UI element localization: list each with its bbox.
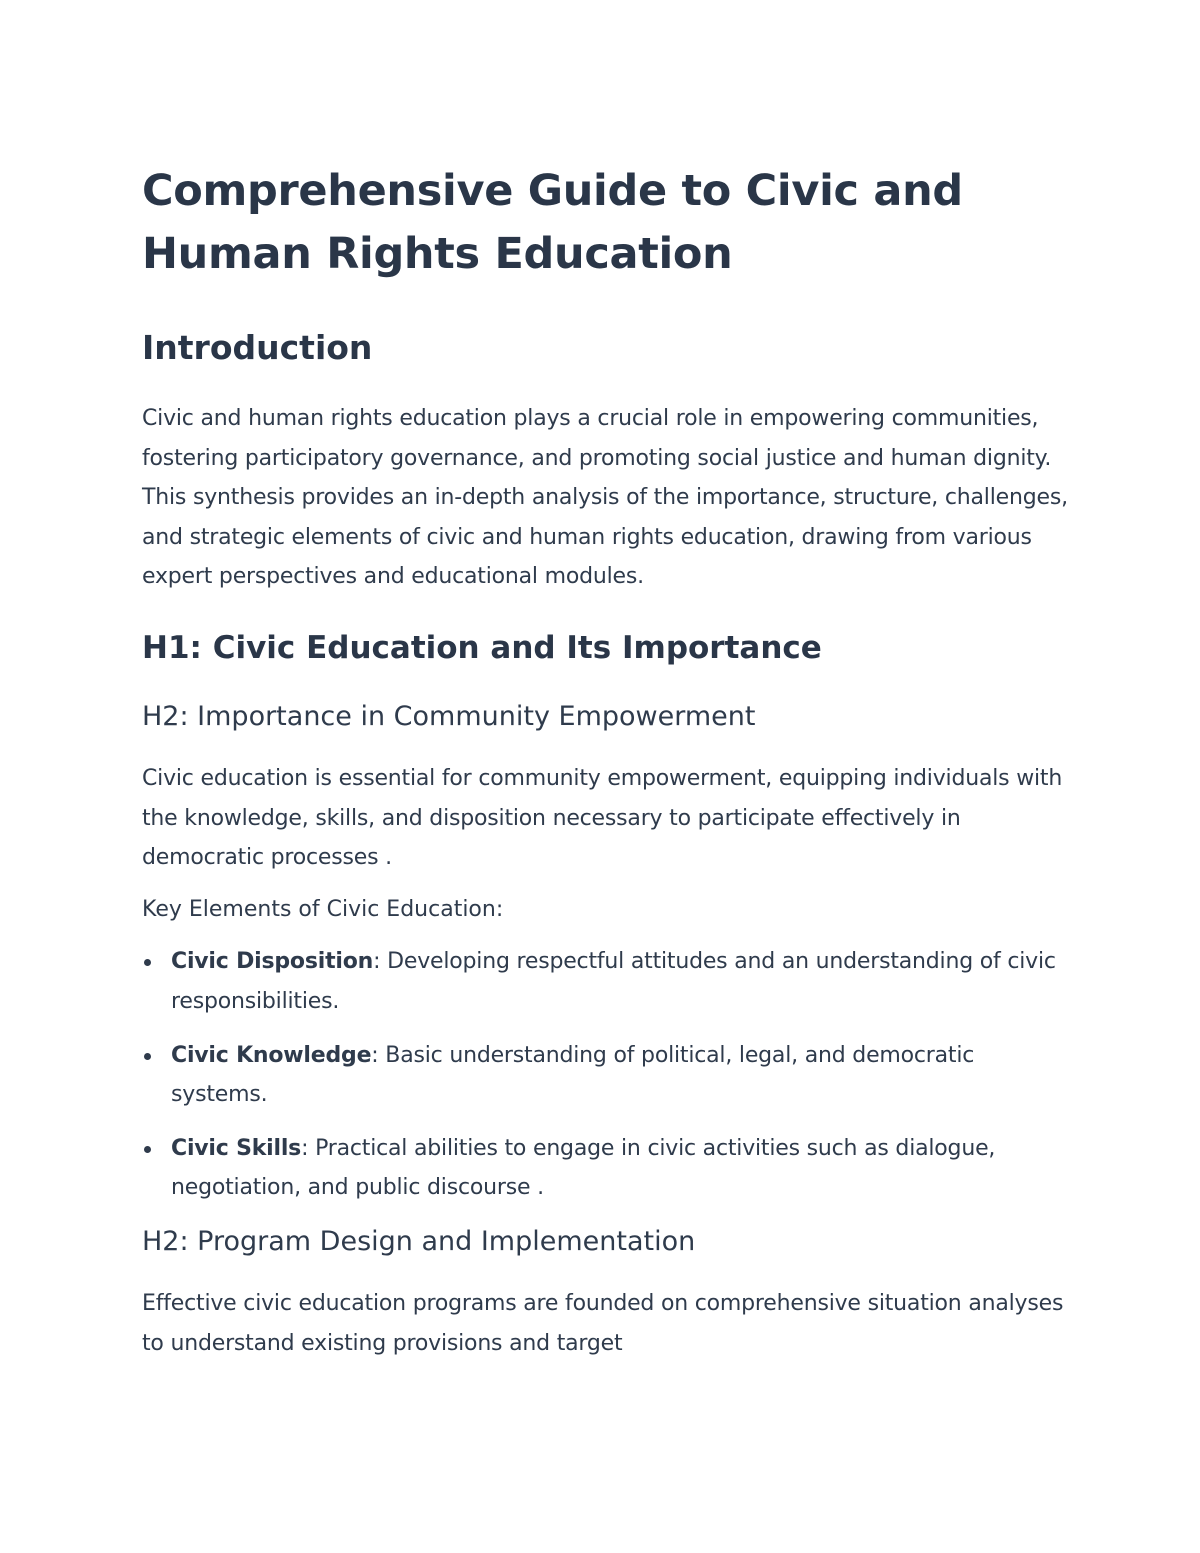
key-elements-list [142,942,1072,1208]
section-heading-civic-education: H1: Civic Education and Its Importance [142,629,822,666]
document-title: Comprehensive Guide to Civic and Human Rights Education [142,166,963,279]
key-elements-label: Key Elements of Civic Education: [142,896,504,922]
list-item-text: : Basic understanding of political, legal, and democratic systems. [171,1042,975,1108]
subsection-heading-community-empowerment: H2: Importance in Community Empowerment [142,700,756,732]
subsection-heading-program-design: H2: Program Design and Implementation [142,1225,696,1257]
introduction-paragraph: Civic and human rights education plays a crucial role in empowering communities, fostering participatory governance, and promoting social justice and human dignity. This synthesis provides an in-depth analysis of the importance, structure, challenges, and strategic elements of civic and human rights education, drawing from various expert perspectives and educational modules. [142,406,1068,590]
bullet-icon [144,1053,151,1060]
community-empowerment-paragraph: Civic education is essential for community empowerment, equipping individuals with the knowledge, skills, and disposition necessary to participate effectively in democratic processes . [142,765,1063,871]
list-item-term: Civic Knowledge [171,1042,372,1068]
list-item-text: : Developing respectful attitudes and an understanding of civic responsibilities. [171,949,1056,1014]
list-item-term: Civic Skills [171,1135,302,1161]
list-item [142,942,1072,1021]
bullet-icon [144,959,151,966]
list-item-text: : Practical abilities to engage in civic activities such as dialogue, negotiation, and public discourse . [171,1135,996,1201]
bullet-icon [144,1146,151,1153]
program-design-paragraph: Effective civic education programs are founded on comprehensive situation analyses to understand existing provisions and target [142,1290,1064,1356]
list-item [142,1129,1072,1208]
document-page [142,160,1072,1363]
introduction-heading: Introduction [142,328,373,367]
list-item-term: Civic Disposition [171,949,374,975]
list-item [142,1036,1072,1115]
